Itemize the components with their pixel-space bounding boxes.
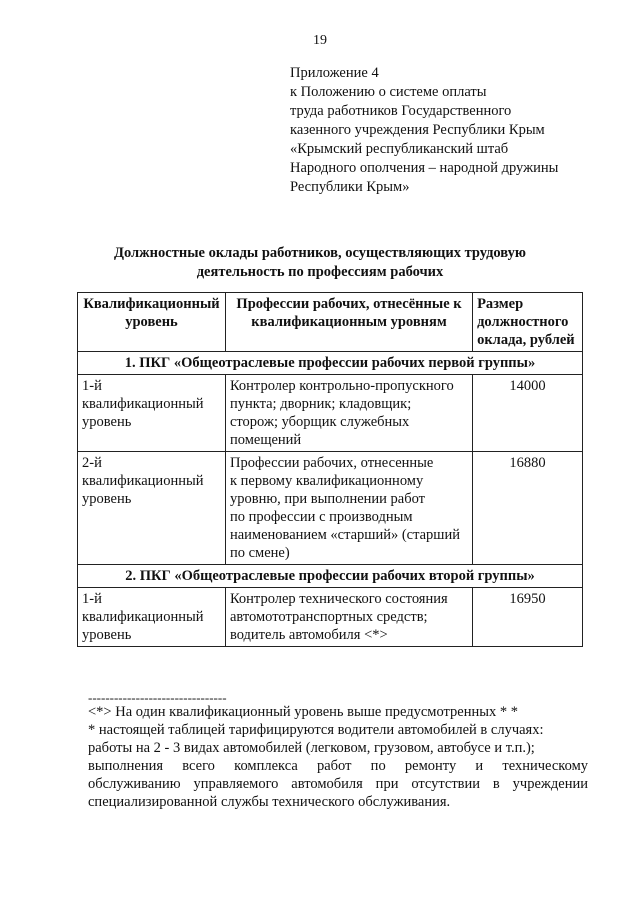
header-qualification-level: Квалификационный уровень <box>78 293 226 352</box>
table-header-row <box>78 293 583 352</box>
group-row <box>78 565 583 588</box>
footnote-line: обслуживанию управляемого автомобиля при отсутствии в учреждении <box>88 776 588 792</box>
footnote-line: выполнения всего комплекса работ по ремонту и техническому <box>88 758 588 774</box>
footnote-line: * настоящей таблицей тарифицируются водители автомобилей в случаях: <box>88 722 544 738</box>
professions-cell: Контролер контрольно-пропускного пункта; дворник; кладовщик; сторож; уборщик служебных помещений <box>225 375 472 452</box>
level-cell: 2-й квалификационный уровень <box>78 452 226 565</box>
table-row <box>78 588 583 647</box>
appendix-line: Республики Крым» <box>290 179 410 195</box>
appendix-line: Народного ополчения – народной дружины <box>290 160 559 176</box>
footnote-line: работы на 2 - 3 видах автомобилей (легковом, грузовом, автобусе и т.п.); <box>88 740 535 756</box>
level-cell: 1-й квалификационный уровень <box>78 588 226 647</box>
level-cell: 1-й квалификационный уровень <box>78 375 226 452</box>
professions-cell: Профессии рабочих, отнесенные к первому квалификационному уровню, при выполнении работ по профессии с производным наименованием «старший» (старший по смене) <box>225 452 472 565</box>
header-professions: Профессии рабочих, отнесённые к квалификационным уровням <box>225 293 472 352</box>
salary-cell: 14000 <box>473 375 583 452</box>
group-title: 1. ПКГ «Общеотраслевые профессии рабочих первой группы» <box>78 352 583 375</box>
header-salary: Размер должностного оклада, рублей <box>473 293 583 352</box>
title-line: деятельность по профессиям рабочих <box>196 264 444 280</box>
document-title <box>60 244 580 282</box>
salary-cell: 16880 <box>473 452 583 565</box>
title-line: Должностные оклады работников, осуществляющих трудовую <box>114 245 526 261</box>
footnote-line: специализированной службы технического обслуживания. <box>88 794 451 810</box>
footnotes <box>88 703 588 811</box>
appendix-line: «Крымский республиканский штаб <box>290 141 509 157</box>
table-row <box>78 375 583 452</box>
appendix-line: Приложение 4 <box>290 65 379 81</box>
group-title: 2. ПКГ «Общеотраслевые профессии рабочих второй группы» <box>78 565 583 588</box>
appendix-line: труда работников Государственного <box>290 103 512 119</box>
footnote-separator: -------------------------------- <box>88 690 227 705</box>
table-row <box>78 452 583 565</box>
footnote-line: <*> На один квалификационный уровень выше предусмотренных * * <box>88 704 518 720</box>
appendix-line: к Положению о системе оплаты <box>290 84 487 100</box>
appendix-header <box>290 64 558 197</box>
salary-table <box>77 292 583 647</box>
salary-cell: 16950 <box>473 588 583 647</box>
appendix-line: казенного учреждения Республики Крым <box>290 122 545 138</box>
page-number: 19 <box>313 33 327 48</box>
professions-cell: Контролер технического состояния автомототранспортных средств; водитель автомобиля <*> <box>225 588 472 647</box>
group-row <box>78 352 583 375</box>
